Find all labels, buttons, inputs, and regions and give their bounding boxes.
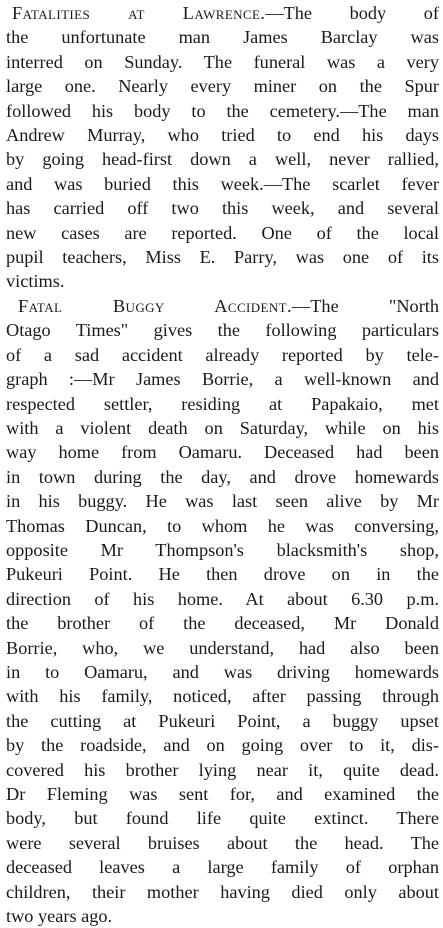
article-2-line-19: by the roadside, and on going over to it, dis-: [6, 735, 439, 756]
article-2-line-20: covered his brother lying near it, quite dead.: [6, 759, 439, 780]
article-2-line-25: children, their mother having died only about: [6, 881, 439, 902]
article-1-line-1-text: —The body of: [265, 3, 439, 23]
article-2-line-16: in to Oamaru, and was driving homewards: [6, 661, 439, 682]
article-2-line-22: body, but found life quite extinct. There: [6, 808, 439, 829]
article-2-line-13: direction of his home. At about 6.30 p.m.: [6, 588, 439, 609]
article-1-line-5: followed his body to the cemetery.—The man: [6, 100, 439, 121]
article-2-line-1: [6, 294, 439, 318]
article-1-line-9: has carried off two this week, and several: [6, 198, 439, 219]
article-2-line-24: deceased leaves a large family of orphan: [6, 857, 439, 878]
article-1-line-4: large one. Nearly every miner on the Spur: [6, 76, 439, 97]
article-1-line-1: [6, 1, 439, 25]
article-2-line-3: of a sad accident already reported by tele-: [6, 344, 439, 365]
article-1-line-6: Andrew Murray, who tried to end his days: [6, 125, 439, 146]
article-fatal-buggy-accident: [6, 294, 439, 928]
article-2-line-5: respected settler, residing at Papakaio, met: [6, 393, 439, 414]
article-1-line-7: by going head-first down a well, never rallied,: [6, 149, 439, 170]
article-1-line-8: and was buried this week.—The scarlet fever: [6, 173, 439, 194]
article-2-line-6: with a violent death on Saturday, while on his: [6, 417, 439, 438]
article-2-line-21: Dr Fleming was sent for, and examined the: [6, 784, 439, 804]
article-2-line-11: opposite Mr Thompson's blacksmith's shop,: [6, 539, 439, 560]
article-2-line-9: in his buggy. He was last seen alive by Mr: [6, 491, 439, 512]
article-1-line-11: pupil teachers, Miss E. Parry, was one of its: [6, 247, 439, 268]
article-2-line-8: in town during the day, and drove homewards: [6, 466, 439, 487]
article-2-line-26: two years ago.: [6, 906, 113, 927]
article-2-line-4: graph :—Mr James Borrie, a well-known and: [6, 369, 439, 390]
article-1-line-2: the unfortunate man James Barclay was: [6, 27, 439, 48]
article-2-line-7: way home from Oamaru. Deceased had been: [6, 442, 439, 463]
article-fatalities-at-lawrence: [6, 1, 439, 294]
article-2-line-12: Pukeuri Point. He then drove on in the: [6, 564, 439, 585]
article-2-line-2: Otago Times" gives the following particulars: [6, 320, 439, 341]
article-1-heading: Fatalities at Lawrence.: [12, 3, 266, 23]
article-1-line-12: victims.: [6, 271, 65, 292]
article-1-line-3: interred on Sunday. The funeral was a very: [6, 51, 439, 72]
article-1-line-10: new cases are reported. One of the local: [6, 222, 439, 243]
article-2-line-23: were several bruises about the head. The: [6, 832, 439, 853]
article-2-line-15: Borrie, who, we understand, had also been: [6, 637, 439, 658]
article-2-line-10: Thomas Duncan, to whom he was conversing,: [6, 515, 439, 536]
article-2-line-14: the brother of the deceased, Mr Donald: [6, 613, 439, 634]
article-2-heading: Fatal Buggy Accident.: [18, 295, 292, 316]
article-2-line-17: with his family, noticed, after passing through: [6, 686, 439, 707]
article-2-line-18: the cutting at Pukeuri Point, a buggy upset: [6, 710, 439, 731]
article-2-line-1-text: —The "North: [291, 295, 439, 316]
